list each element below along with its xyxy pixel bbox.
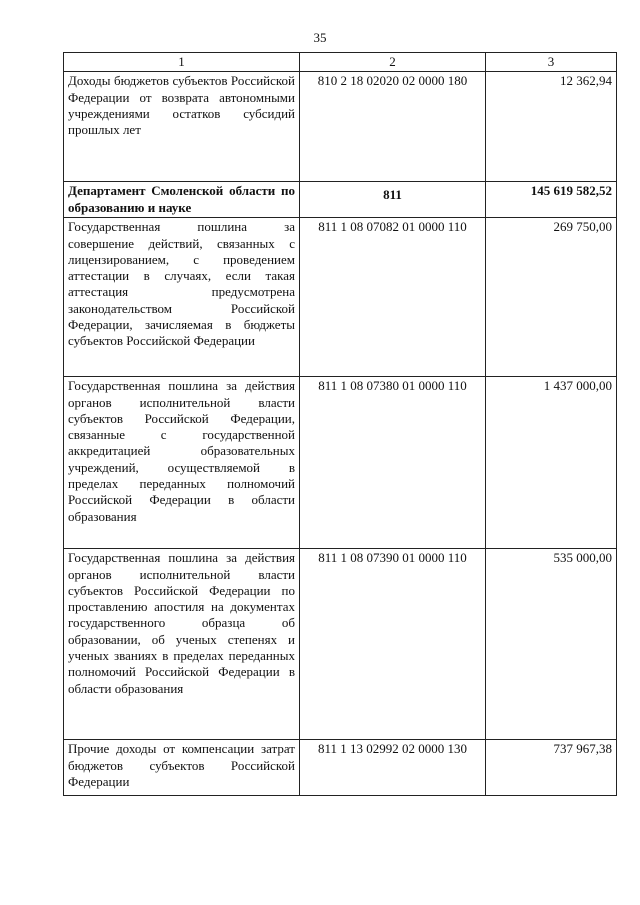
budget-classification-code: 811 1 08 07082 01 0000 110 [300, 218, 486, 377]
column-header-3: 3 [486, 53, 617, 72]
department-row [64, 182, 617, 218]
revenue-amount: 737 967,38 [486, 740, 617, 796]
table-header-row [64, 53, 617, 72]
page-number: 35 [313, 30, 327, 45]
table-row [64, 549, 617, 740]
column-header-2: 2 [300, 53, 486, 72]
department-code: 811 [300, 182, 486, 218]
department-total: 145 619 582,52 [486, 182, 617, 218]
revenue-amount: 535 000,00 [486, 549, 617, 740]
revenue-description: Государственная пошлина за действия органов исполнительной власти субъектов Российской Федерации по проставлению апостиля на документах государственного образца об образовании, об ученых степенях и ученых званиях в пределах переданных полномочий Российской Федерации в области образования [64, 549, 300, 740]
department-name: Департамент Смоленской области по образованию и науке [64, 182, 300, 218]
budget-classification-code: 810 2 18 02020 02 0000 180 [300, 72, 486, 182]
revenue-description: Государственная пошлина за совершение действий, связанных с лицензированием, с проведением аттестации в случаях, если такая аттестация предусмотрена законодательством Российской Федерации, зачисляемая в бюджеты субъектов Российской Федерации [64, 218, 300, 377]
budget-classification-code: 811 1 13 02992 02 0000 130 [300, 740, 486, 796]
revenue-table [63, 52, 617, 796]
revenue-amount: 1 437 000,00 [486, 377, 617, 549]
table-row [64, 72, 617, 182]
revenue-description: Прочие доходы от компенсации затрат бюджетов субъектов Российской Федерации [64, 740, 300, 796]
table-row [64, 377, 617, 549]
revenue-description: Государственная пошлина за действия органов исполнительной власти субъектов Российской Федерации, связанные с государственной аккредитацией образовательных учреждений, осуществляемой в пределах переданных полномочий Российской Федерации в области образования [64, 377, 300, 549]
revenue-amount: 269 750,00 [486, 218, 617, 377]
table-row [64, 218, 617, 377]
revenue-amount: 12 362,94 [486, 72, 617, 182]
budget-classification-code: 811 1 08 07390 01 0000 110 [300, 549, 486, 740]
column-header-1: 1 [64, 53, 300, 72]
table-row [64, 740, 617, 796]
budget-classification-code: 811 1 08 07380 01 0000 110 [300, 377, 486, 549]
revenue-description: Доходы бюджетов субъектов Российской Федерации от возврата автономными учреждениями остатков субсидий прошлых лет [64, 72, 300, 182]
